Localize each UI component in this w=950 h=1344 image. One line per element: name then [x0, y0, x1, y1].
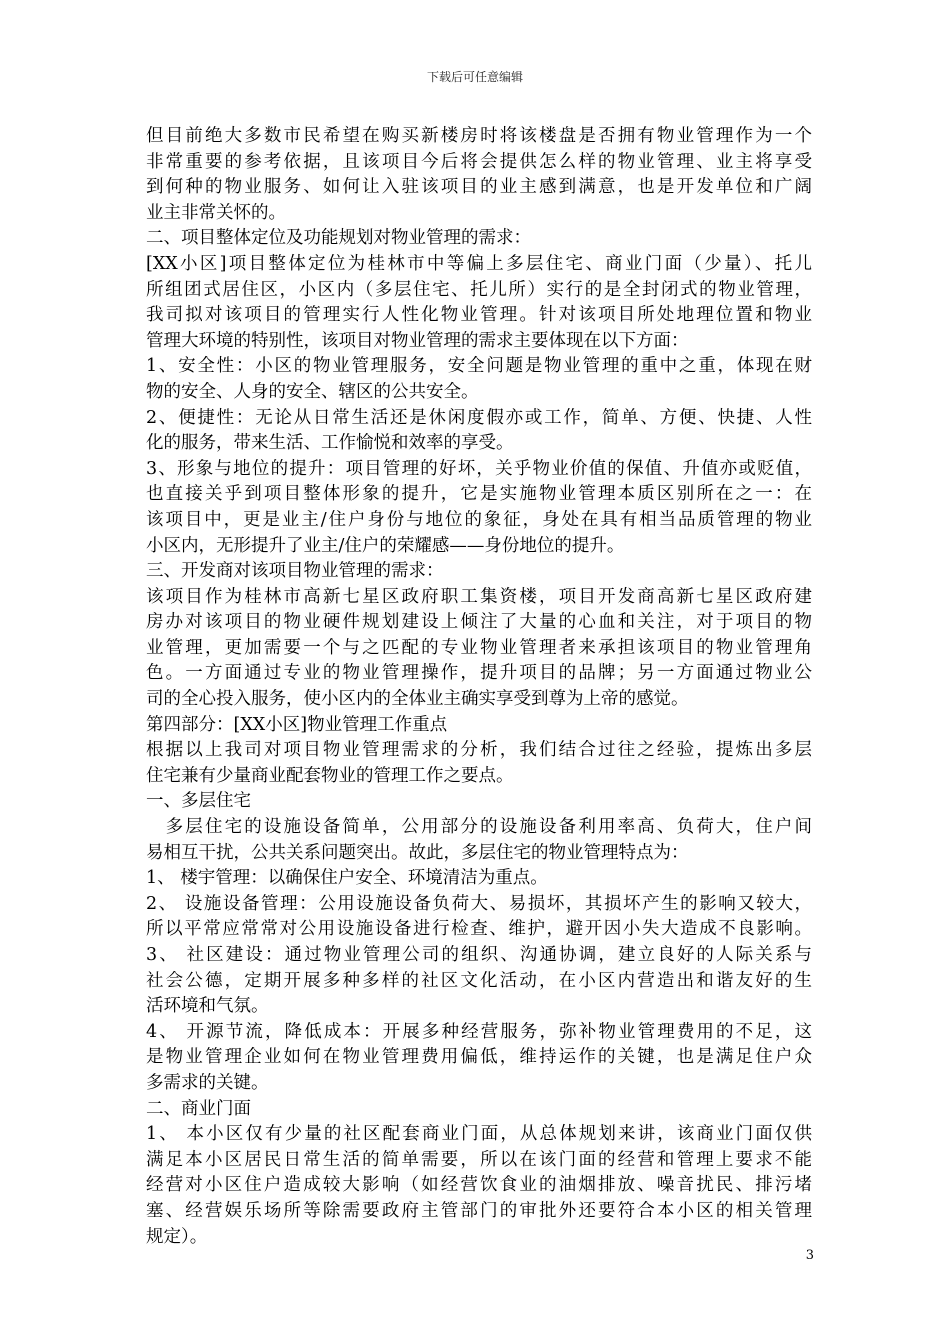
text-line: 2、 设施设备管理：公用设施设备负荷大、易损坏，其损坏产生的影响又较大，: [146, 893, 812, 914]
text-line: 我司拟对该项目的管理实行人性化物业管理。针对该项目所处地理位置和物业: [146, 305, 812, 326]
text-line: 满足本小区居民日常生活的简单需要，所以在该门面的经营和管理上要求不能: [146, 1149, 812, 1170]
text-line: 4、 开源节流，降低成本：开展多种经营服务，弥补物业管理费用的不足，这: [146, 1021, 812, 1042]
text-line: 房办对该项目的物业硬件规划建设上倾注了大量的心血和关注，对于项目的物: [146, 612, 812, 633]
text-line: 到何种的物业服务、如何让入驻该项目的业主感到满意，也是开发单位和广阔: [146, 177, 812, 198]
text-line: 二、项目整体定位及功能规划对物业管理的需求：: [146, 228, 531, 249]
text-line: 多层住宅的设施设备简单，公用部分的设施设备利用率高、负荷大，住户间: [146, 817, 812, 838]
text-line: 三、开发商对该项目物业管理的需求：: [146, 561, 444, 582]
text-line: 二、商业门面: [146, 1098, 251, 1119]
text-line: 一、多层住宅: [146, 791, 251, 812]
text-line: 3、形象与地位的提升：项目管理的好坏，关乎物业价值的保值、升值亦或贬值，: [146, 458, 812, 479]
text-line: 1、 楼宇管理：以确保住户安全、环境清洁为重点。: [146, 868, 548, 889]
text-line: 易相互干扰，公共关系问题突出。故此，多层住宅的物业管理特点为：: [146, 842, 689, 863]
text-line: 也直接关乎到项目整体形象的提升，它是实施物业管理本质区别所在之一：在: [146, 484, 812, 505]
text-line: 但目前绝大多数市民希望在购买新楼房时将该楼盘是否拥有物业管理作为一个: [146, 126, 812, 146]
text-line: 1、 本小区仅有少量的社区配套商业门面，从总体规划来讲，该商业门面仅供: [146, 1124, 812, 1145]
text-line: 业主非常关怀的。: [146, 202, 286, 223]
text-line: 非常重要的参考依据，且该项目今后将会提供怎么样的物业管理、业主将享受: [146, 151, 812, 172]
text-line: 社会公德，定期开展多种多样的社区文化活动，在小区内营造出和谐友好的生: [146, 970, 812, 991]
text-line: 1、安全性：小区的物业管理服务，安全问题是物业管理的重中之重，体现在财: [146, 356, 812, 377]
text-line: 经营对小区住户造成较大影响（如经营饮食业的油烟排放、噪音扰民、排污堵: [146, 1175, 812, 1196]
text-line: 住宅兼有少量商业配套物业的管理工作之要点。: [146, 765, 514, 786]
text-line: 业管理，更加需要一个与之匹配的专业物业管理者来承担该项目的物业管理角: [146, 637, 812, 658]
text-line: 化的服务，带来生活、工作愉悦和效率的享受。: [146, 433, 514, 454]
text-line: 3、 社区建设：通过物业管理公司的组织、沟通协调，建立良好的人际关系与: [146, 945, 812, 965]
text-line: 2、便捷性：无论从日常生活还是休闲度假亦或工作，简单、方便、快捷、人性: [146, 407, 812, 428]
page-number: 3: [805, 1248, 814, 1263]
text-line: 小区内，无形提升了业主/住户的荣耀感——身份地位的提升。: [146, 535, 625, 556]
text-line: 物的安全、人身的安全、辖区的公共安全。: [146, 381, 479, 402]
text-line: 该项目中，更是业主/住户身份与地位的象征，身处在具有相当品质管理的物业: [146, 509, 812, 530]
text-line: 活环境和气氛。: [146, 996, 269, 1017]
text-line: [XX小区]项目整体定位为桂林市中等偏上多层住宅、商业门面（少量）、托儿: [146, 253, 812, 274]
text-line: 第四部分：[XX小区]物业管理工作重点: [146, 714, 448, 735]
text-line: 多需求的关键。: [146, 1072, 269, 1093]
text-line: 管理大环境的特别性，该项目对物业管理的需求主要体现在以下方面：: [146, 330, 689, 351]
page-header: 下载后可任意编辑: [426, 70, 523, 84]
text-line: 司的全心投入服务，使小区内的全体业主确实享受到尊为上帝的感觉。: [146, 689, 689, 710]
text-line: 所以平常应常常对公用设施设备进行检查、维护，避开因小失大造成不良影响。: [146, 919, 812, 940]
text-line: 是物业管理企业如何在物业管理费用偏低，维持运作的关键，也是满足住户众: [146, 1047, 812, 1068]
text-line: 所组团式居住区，小区内（多层住宅、托儿所）实行的是全封闭式的物业管理，: [146, 279, 812, 300]
text-line: 根据以上我司对项目物业管理需求的分析，我们结合过往之经验，提炼出多层: [146, 740, 812, 761]
text-line: 塞、经营娱乐场所等除需要政府主管部门的审批外还要符合本小区的相关管理: [146, 1200, 812, 1221]
document-body: [146, 124, 812, 1250]
text-line: 色。一方面通过专业的物业管理操作，提升项目的品牌；另一方面通过物业公: [146, 663, 812, 684]
text-line: 该项目作为桂林市高新七星区政府职工集资楼，项目开发商高新七星区政府建: [146, 586, 812, 607]
text-line: 规定）。: [146, 1226, 208, 1247]
